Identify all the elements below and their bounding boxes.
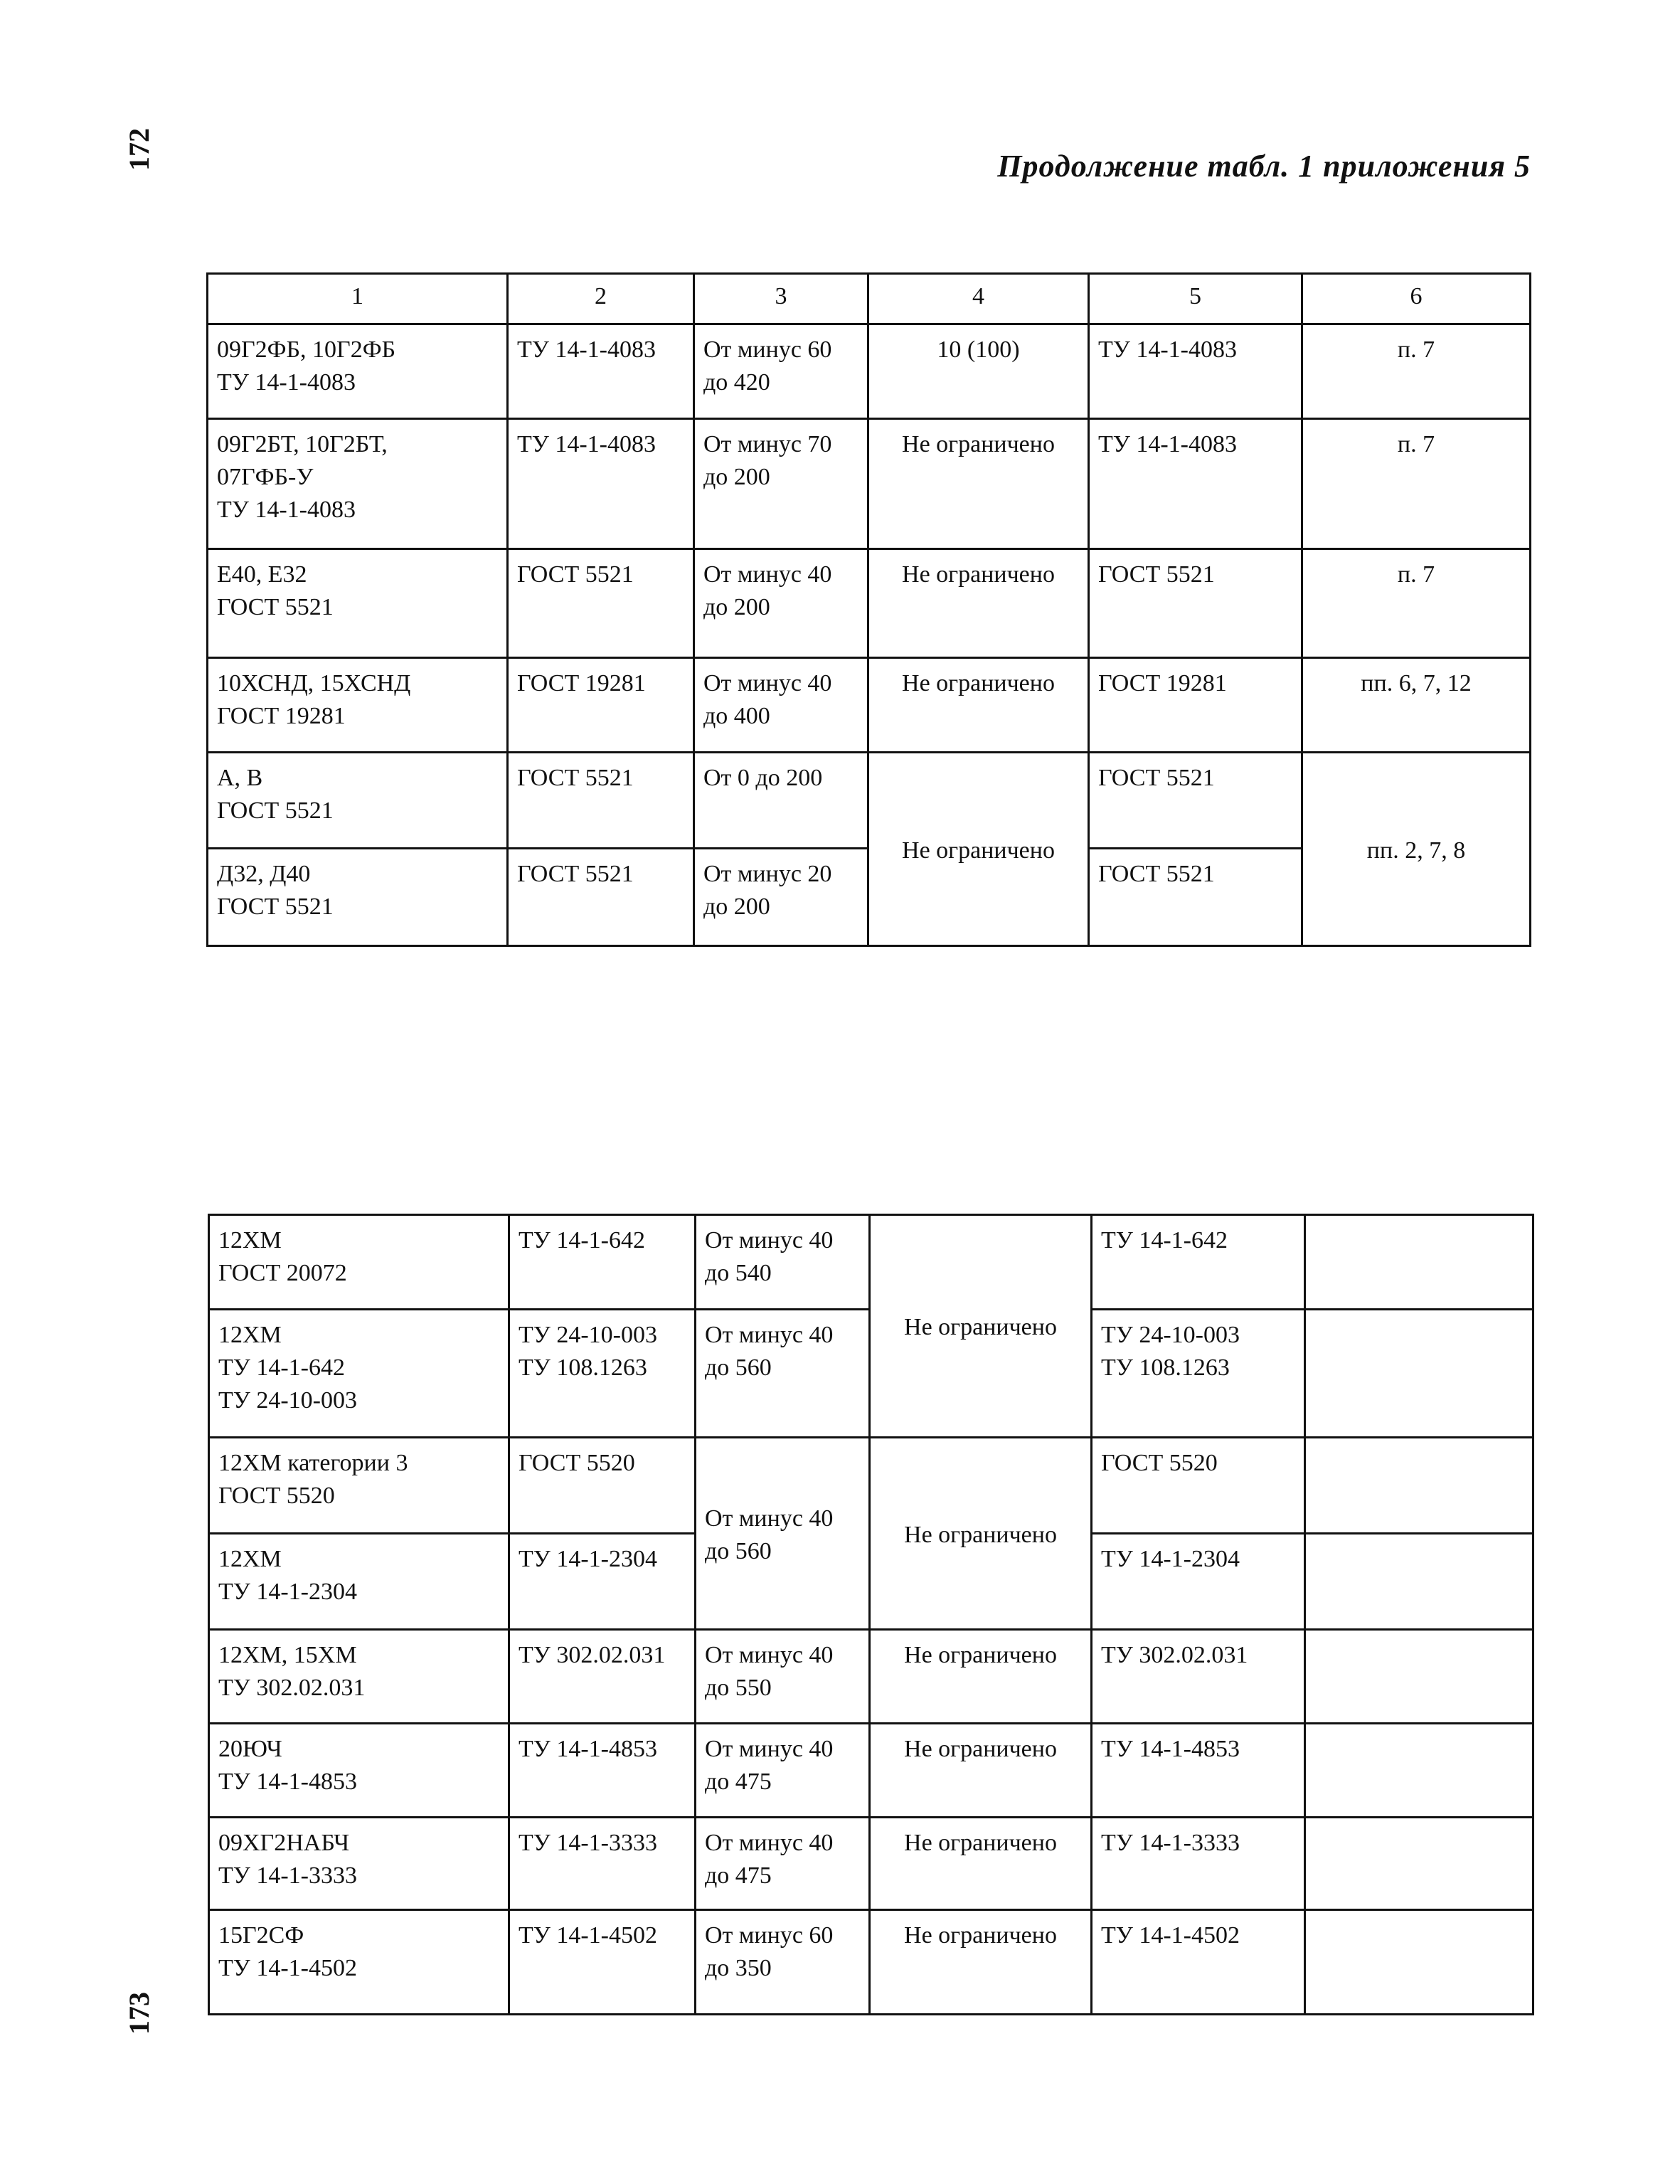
table-row [209,1910,1533,2015]
cell-test-standard: ТУ 14-1-4083 [1089,419,1302,549]
cell-steel-grade: 09ХГ2НАБЧ ТУ 14-1-3333 [209,1818,509,1910]
cell-pressure: Не ограничено [870,1818,1092,1910]
cell-standard: ТУ 14-1-4853 [509,1724,696,1818]
cell-notes [1305,1215,1533,1310]
table-row [209,1215,1533,1310]
cell-steel-grade: 09Г2ФБ, 10Г2ФБ ТУ 14-1-4083 [208,324,508,419]
cell-temperature: От минус 60 до 420 [694,324,868,419]
steel-table-continuation-top [206,272,1531,947]
cell-test-standard: ГОСТ 19281 [1089,658,1302,753]
cell-notes: пп. 6, 7, 12 [1302,658,1531,753]
cell-temperature: От минус 40 до 400 [694,658,868,753]
cell-pressure-merged: Не ограничено [868,753,1089,946]
cell-notes [1305,1630,1533,1724]
cell-notes: п. 7 [1302,419,1531,549]
page-number-top: 172 [123,128,155,171]
cell-temperature: От минус 20 до 200 [694,849,868,946]
table-row [209,1818,1533,1910]
cell-temperature: От минус 70 до 200 [694,419,868,549]
cell-test-standard: ТУ 24-10-003 ТУ 108.1263 [1092,1310,1305,1438]
cell-steel-grade: 09Г2БТ, 10Г2БТ, 07ГФБ-У ТУ 14-1-4083 [208,419,508,549]
cell-standard: ТУ 14-1-4083 [508,419,694,549]
header-col-3: 3 [694,274,868,324]
page-number-bottom: 173 [123,1992,155,2035]
steel-table-continuation-bottom [208,1214,1534,2015]
cell-test-standard: ГОСТ 5521 [1089,849,1302,946]
cell-temperature: От минус 40 до 475 [696,1818,870,1910]
table-row [209,1724,1533,1818]
cell-standard: ТУ 14-1-642 [509,1215,696,1310]
cell-notes: п. 7 [1302,324,1531,419]
header-col-1: 1 [208,274,508,324]
cell-steel-grade: 12ХМ ТУ 14-1-642 ТУ 24-10-003 [209,1310,509,1438]
table-header-row [208,274,1531,324]
cell-temperature: От минус 40 до 550 [696,1630,870,1724]
cell-steel-grade: Е40, Е32 ГОСТ 5521 [208,549,508,658]
cell-temperature: От минус 60 до 350 [696,1910,870,2015]
cell-notes-merged: пп. 2, 7, 8 [1302,753,1531,946]
cell-standard: ТУ 302.02.031 [509,1630,696,1724]
cell-pressure-merged: Не ограничено [870,1215,1092,1438]
cell-pressure: Не ограничено [870,1630,1092,1724]
table-row [209,1438,1533,1534]
cell-standard: ТУ 14-1-4083 [508,324,694,419]
cell-standard: ГОСТ 5520 [509,1438,696,1534]
cell-notes [1305,1438,1533,1534]
cell-notes: п. 7 [1302,549,1531,658]
cell-test-standard: ТУ 14-1-4502 [1092,1910,1305,2015]
cell-notes [1305,1724,1533,1818]
table-row [209,1630,1533,1724]
cell-standard: ГОСТ 5521 [508,849,694,946]
cell-temperature: От минус 40 до 560 [696,1310,870,1438]
cell-standard: ГОСТ 5521 [508,753,694,849]
cell-pressure: Не ограничено [868,419,1089,549]
cell-standard: ГОСТ 5521 [508,549,694,658]
cell-standard: ТУ 14-1-4502 [509,1910,696,2015]
cell-steel-grade: А, В ГОСТ 5521 [208,753,508,849]
table-row [208,419,1531,549]
cell-test-standard: ГОСТ 5520 [1092,1438,1305,1534]
cell-temperature: От минус 40 до 200 [694,549,868,658]
cell-steel-grade: 10ХСНД, 15ХСНД ГОСТ 19281 [208,658,508,753]
cell-test-standard: ТУ 14-1-642 [1092,1215,1305,1310]
header-col-5: 5 [1089,274,1302,324]
cell-steel-grade: 12ХМ ТУ 14-1-2304 [209,1534,509,1630]
cell-temperature: От минус 40 до 540 [696,1215,870,1310]
cell-steel-grade: 12ХМ ГОСТ 20072 [209,1215,509,1310]
cell-test-standard: ТУ 14-1-4083 [1089,324,1302,419]
cell-test-standard: ТУ 14-1-2304 [1092,1534,1305,1630]
cell-steel-grade: 20ЮЧ ТУ 14-1-4853 [209,1724,509,1818]
cell-steel-grade: 12ХМ категории 3 ГОСТ 5520 [209,1438,509,1534]
table-row [208,658,1531,753]
cell-pressure: Не ограничено [870,1724,1092,1818]
table-caption: Продолжение табл. 1 приложения 5 [997,149,1531,184]
cell-pressure-merged: Не ограничено [870,1438,1092,1630]
cell-temperature: От минус 40 до 475 [696,1724,870,1818]
cell-pressure: Не ограничено [868,658,1089,753]
cell-steel-grade: Д32, Д40 ГОСТ 5521 [208,849,508,946]
cell-pressure: 10 (100) [868,324,1089,419]
cell-pressure: Не ограничено [870,1910,1092,2015]
cell-steel-grade: 12ХМ, 15ХМ ТУ 302.02.031 [209,1630,509,1724]
cell-notes [1305,1310,1533,1438]
cell-test-standard: ТУ 302.02.031 [1092,1630,1305,1724]
cell-temperature-merged: От минус 40 до 560 [696,1438,870,1630]
table-row [208,753,1531,849]
cell-notes [1305,1534,1533,1630]
cell-standard: ТУ 14-1-2304 [509,1534,696,1630]
cell-test-standard: ТУ 14-1-4853 [1092,1724,1305,1818]
cell-standard: ГОСТ 19281 [508,658,694,753]
header-col-6: 6 [1302,274,1531,324]
cell-temperature: От 0 до 200 [694,753,868,849]
cell-standard: ТУ 14-1-3333 [509,1818,696,1910]
cell-test-standard: ТУ 14-1-3333 [1092,1818,1305,1910]
header-col-2: 2 [508,274,694,324]
cell-standard: ТУ 24-10-003 ТУ 108.1263 [509,1310,696,1438]
cell-test-standard: ГОСТ 5521 [1089,753,1302,849]
cell-pressure: Не ограничено [868,549,1089,658]
cell-steel-grade: 15Г2СФ ТУ 14-1-4502 [209,1910,509,2015]
header-col-4: 4 [868,274,1089,324]
cell-notes [1305,1818,1533,1910]
cell-notes [1305,1910,1533,2015]
table-row [208,549,1531,658]
cell-test-standard: ГОСТ 5521 [1089,549,1302,658]
table-row [208,324,1531,419]
